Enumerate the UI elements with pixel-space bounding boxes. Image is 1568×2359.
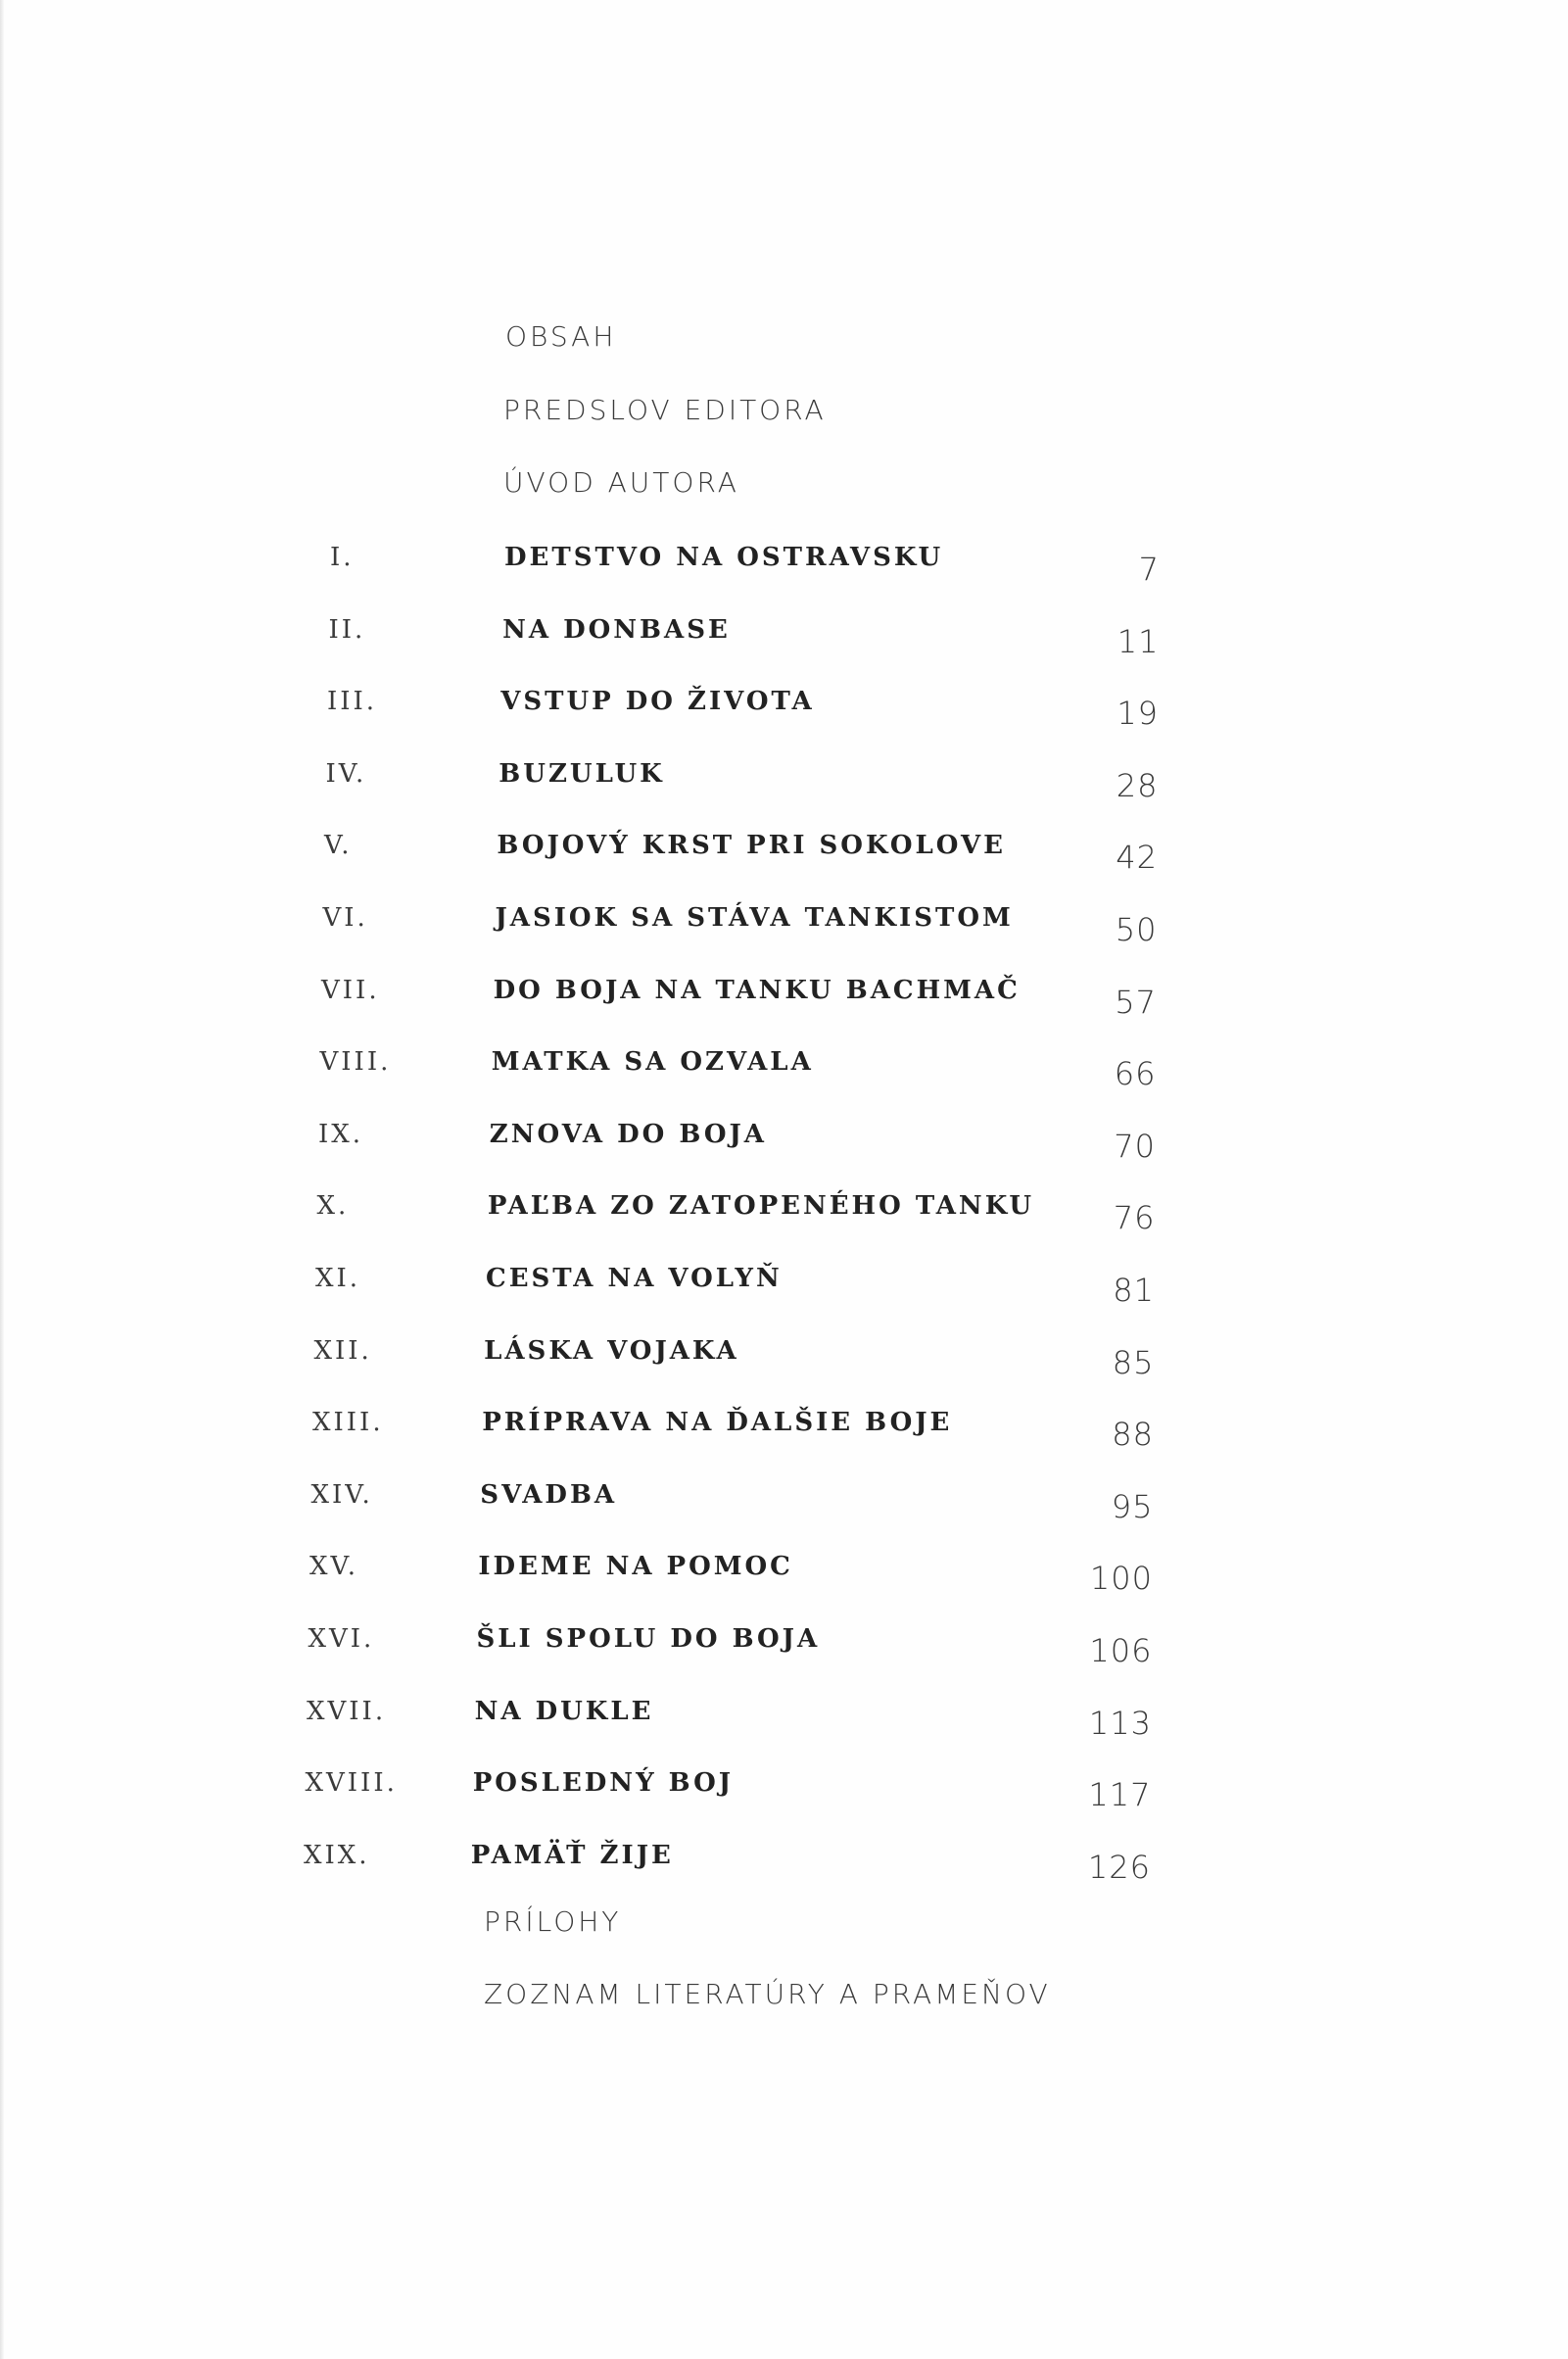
scan-edge (0, 0, 4, 2359)
chapter-number: IV. (325, 758, 367, 789)
toc-back-appendices: PRÍLOHY (484, 1905, 622, 1938)
chapter-title: NA DUKLE (474, 1696, 654, 1726)
chapter-title: POSLEDNÝ BOJ (472, 1768, 735, 1799)
chapter-page-number: 126 (1087, 1848, 1151, 1886)
chapter-title: LÁSKA VOJAKA (484, 1335, 739, 1366)
chapter-title: BOJOVÝ KRST PRI SOKOLOVE (497, 831, 1006, 861)
chapter-number: III. (327, 687, 378, 717)
chapter-number: II. (328, 614, 366, 645)
chapter-page-number: 117 (1088, 1776, 1152, 1814)
chapter-title: NA DONBASE (502, 614, 731, 645)
chapter-page-number: 95 (1111, 1487, 1154, 1525)
chapter-number: XII. (313, 1335, 372, 1366)
chapter-number: XVI. (308, 1624, 375, 1654)
chapter-number: XV. (309, 1552, 359, 1582)
chapter-page-number: 11 (1117, 622, 1160, 660)
chapter-title: DETSTVO NA OSTRAVSKU (504, 543, 944, 572)
chapter-title: PRÍPRAVA NA ĎALŠIE BOJE (482, 1408, 953, 1438)
chapter-title: VSTUP DO ŽIVOTA (500, 687, 815, 717)
chapter-number: VIII. (319, 1047, 392, 1078)
chapter-page-number: 88 (1112, 1416, 1154, 1454)
chapter-number: V. (324, 831, 353, 861)
toc-heading: OBSAH (505, 320, 617, 353)
chapter-page-number: 113 (1088, 1704, 1152, 1742)
toc-front-intro: ÚVOD AUTORA (503, 466, 739, 499)
chapter-page-number: 70 (1114, 1127, 1156, 1165)
chapter-page-number: 42 (1116, 839, 1158, 877)
chapter-number: XVIII. (305, 1768, 398, 1799)
chapter-number: XIII. (312, 1408, 384, 1438)
chapter-number: I. (330, 543, 355, 572)
chapter-page-number: 7 (1138, 551, 1160, 588)
chapter-number: IX. (318, 1119, 364, 1149)
toc-back-bibliography: ZOZNAM LITERATÚRY A PRAMEŇOV (484, 1978, 1051, 2010)
chapter-number: XVII. (307, 1696, 387, 1726)
chapter-page-number: 76 (1113, 1199, 1156, 1237)
chapter-page-number: 106 (1089, 1632, 1153, 1669)
chapter-page-number: 57 (1115, 983, 1157, 1021)
chapter-page-number: 100 (1089, 1560, 1153, 1598)
chapter-page-number: 50 (1115, 911, 1158, 948)
chapter-title: ZNOVA DO BOJA (489, 1119, 767, 1149)
chapter-title: SVADBA (480, 1479, 618, 1510)
chapter-title: PAĽBA ZO ZATOPENÉHO TANKU (487, 1191, 1035, 1222)
chapter-title: JASIOK SA STÁVA TANKISTOM (495, 903, 1014, 933)
chapter-title: BUZULUK (499, 758, 665, 789)
chapter-title: IDEME NA POMOC (478, 1552, 793, 1582)
chapter-number: VII. (321, 975, 380, 1005)
chapter-page-number: 19 (1117, 695, 1159, 733)
chapter-title: PAMÄŤ ŽIJE (470, 1840, 674, 1870)
chapter-number: XIX. (304, 1840, 370, 1870)
chapter-title: ŠLI SPOLU DO BOJA (476, 1624, 821, 1654)
chapter-page-number: 28 (1116, 766, 1159, 804)
chapter-number: VI. (322, 903, 368, 933)
chapter-title: CESTA NA VOLYŇ (486, 1264, 783, 1293)
chapter-title: MATKA SA OZVALA (491, 1047, 814, 1078)
chapter-page-number: 66 (1114, 1055, 1157, 1093)
chapter-page-number: 81 (1113, 1272, 1155, 1309)
toc-front-preface: PREDSLOV EDITORA (503, 394, 827, 426)
chapter-number: XI. (315, 1264, 361, 1293)
chapter-page-number: 85 (1112, 1343, 1155, 1381)
chapter-number: X. (316, 1191, 350, 1222)
chapter-number: XIV. (310, 1479, 373, 1510)
chapter-title: DO BOJA NA TANKU BACHMAČ (493, 975, 1021, 1005)
